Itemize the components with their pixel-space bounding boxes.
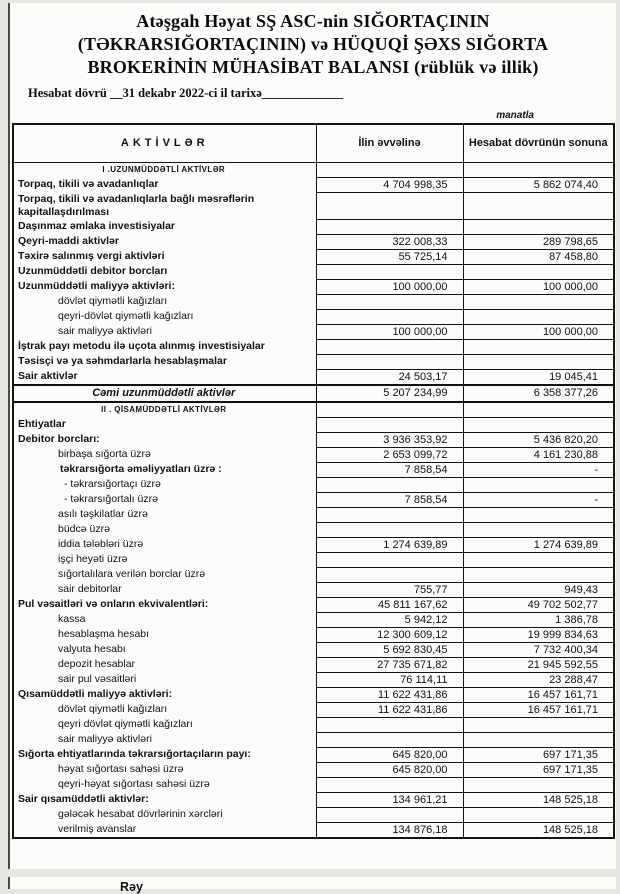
row-label: Pul vəsaitləri və onların ekvivalentləri: bbox=[13, 597, 316, 612]
table-row bbox=[13, 417, 614, 432]
row-label: verilmiş avanslar bbox=[13, 822, 316, 838]
row-value-beginning-of-year: 5 692 830,45 bbox=[316, 642, 463, 657]
row-value-end-of-period: 100 000,00 bbox=[463, 279, 614, 294]
table-row bbox=[13, 462, 614, 477]
header-row bbox=[13, 124, 614, 162]
row-value-beginning-of-year: 100 000,00 bbox=[316, 279, 463, 294]
document-title-line-2: (TƏKRARSIĞORTAÇININ) və HÜQUQİ ŞƏXS SIĞORTA bbox=[77, 34, 549, 54]
row-value-beginning-of-year bbox=[316, 192, 463, 219]
row-value-end-of-period: 289 798,65 bbox=[463, 234, 614, 249]
row-label: Sair qısamüddətli aktivlər: bbox=[13, 792, 316, 807]
row-value-beginning-of-year bbox=[316, 294, 463, 309]
row-value-end-of-period: 21 945 592,55 bbox=[463, 657, 614, 672]
row-value-beginning-of-year: 645 820,00 bbox=[316, 762, 463, 777]
row-value-end-of-period: 148 525,18 bbox=[463, 792, 614, 807]
row-value-end-of-period: 7 732 400,34 bbox=[463, 642, 614, 657]
row-value-end-of-period bbox=[463, 807, 614, 822]
footer-note: Rəy bbox=[120, 880, 143, 894]
table-row bbox=[13, 162, 614, 177]
row-value-beginning-of-year: 4 704 998,35 bbox=[316, 177, 463, 192]
row-value-beginning-of-year: 11 622 431,86 bbox=[316, 702, 463, 717]
currency-note: manatla bbox=[496, 110, 534, 121]
table-row bbox=[13, 567, 614, 582]
table-row bbox=[13, 627, 614, 642]
row-value-end-of-period: 5 862 074,40 bbox=[463, 177, 614, 192]
row-label: I .UZUNMÜDDƏTLİ AKTİVLƏR bbox=[13, 162, 316, 177]
row-value-beginning-of-year bbox=[316, 777, 463, 792]
row-value-beginning-of-year: 24 503,17 bbox=[316, 369, 463, 385]
row-label: Təsisçi və ya səhmdarlarla hesablaşmalar bbox=[13, 354, 316, 369]
row-value-beginning-of-year: 2 653 099,72 bbox=[316, 447, 463, 462]
row-label: - təkrarsığortaçı üzrə bbox=[13, 477, 316, 492]
row-label: işçi heyəti üzrə bbox=[13, 552, 316, 567]
table-row bbox=[13, 339, 614, 354]
row-value-end-of-period: - bbox=[463, 462, 614, 477]
column-header-assets: AKTİVLƏR bbox=[13, 124, 316, 162]
table-row bbox=[13, 642, 614, 657]
row-label: dövlət qiymətli kağızları bbox=[13, 294, 316, 309]
row-value-end-of-period: 19 999 834,63 bbox=[463, 627, 614, 642]
row-value-beginning-of-year bbox=[316, 552, 463, 567]
row-label: qeyri-həyat sığortası sahəsi üzrə bbox=[13, 777, 316, 792]
row-label: valyuta hesabı bbox=[13, 642, 316, 657]
table-row bbox=[13, 507, 614, 522]
row-value-beginning-of-year bbox=[316, 162, 463, 177]
table-row bbox=[13, 294, 614, 309]
row-value-beginning-of-year: 27 735 671,82 bbox=[316, 657, 463, 672]
row-value-beginning-of-year bbox=[316, 417, 463, 432]
row-value-beginning-of-year: 45 811 167,62 bbox=[316, 597, 463, 612]
table-row bbox=[13, 612, 614, 627]
row-label: dövlət qiymətli kağızları bbox=[13, 702, 316, 717]
row-value-end-of-period bbox=[463, 552, 614, 567]
row-value-beginning-of-year bbox=[316, 507, 463, 522]
table-row bbox=[13, 597, 614, 612]
table-row bbox=[13, 687, 614, 702]
table-row bbox=[13, 762, 614, 777]
table-row bbox=[13, 552, 614, 567]
row-label: Qısamüddətli maliyyə aktivləri: bbox=[13, 687, 316, 702]
next-page-edge bbox=[8, 877, 616, 894]
row-value-beginning-of-year bbox=[316, 264, 463, 279]
row-value-end-of-period: 1 274 639,89 bbox=[463, 537, 614, 552]
row-value-beginning-of-year bbox=[316, 309, 463, 324]
row-value-end-of-period bbox=[463, 192, 614, 219]
row-value-end-of-period: 5 436 820,20 bbox=[463, 432, 614, 447]
row-value-end-of-period bbox=[463, 339, 614, 354]
table-row bbox=[13, 492, 614, 507]
row-label: sair maliyyə aktivləri bbox=[13, 324, 316, 339]
row-label: Sair aktivlər bbox=[13, 369, 316, 385]
table-row bbox=[13, 309, 614, 324]
column-header-end-of-period: Hesabat dövrünün sonuna bbox=[463, 124, 614, 162]
row-label: II . QİSAMÜDDƏTLİ AKTİVLƏR bbox=[13, 402, 316, 418]
table-row bbox=[13, 582, 614, 597]
row-value-end-of-period bbox=[463, 567, 614, 582]
row-label: həyat sığortası sahəsi üzrə bbox=[13, 762, 316, 777]
row-label: gələcək hesabat dövrlərinin xərcləri bbox=[13, 807, 316, 822]
row-label: Torpaq, tikili və avadanlıqlarla bağlı məsrəflərin kapitallaşdırılması bbox=[13, 192, 316, 219]
row-label: hesablaşma hesabı bbox=[13, 627, 316, 642]
row-value-beginning-of-year bbox=[316, 807, 463, 822]
row-value-beginning-of-year bbox=[316, 339, 463, 354]
row-value-beginning-of-year bbox=[316, 477, 463, 492]
row-value-beginning-of-year: 100 000,00 bbox=[316, 324, 463, 339]
table-row bbox=[13, 522, 614, 537]
row-value-beginning-of-year bbox=[316, 219, 463, 234]
row-value-end-of-period: 100 000,00 bbox=[463, 324, 614, 339]
row-value-end-of-period: 148 525,18 bbox=[463, 822, 614, 838]
table-row bbox=[13, 177, 614, 192]
row-value-beginning-of-year: 55 725,14 bbox=[316, 249, 463, 264]
row-label: Ehtiyatlar bbox=[13, 417, 316, 432]
table-row bbox=[13, 234, 614, 249]
row-value-beginning-of-year: 755,77 bbox=[316, 582, 463, 597]
row-label: Cəmi uzunmüddətli aktivlər bbox=[13, 385, 316, 402]
table-row bbox=[13, 402, 614, 418]
row-value-beginning-of-year bbox=[316, 522, 463, 537]
row-value-end-of-period: 23 288,47 bbox=[463, 672, 614, 687]
row-value-end-of-period: 16 457 161,71 bbox=[463, 702, 614, 717]
table-row bbox=[13, 807, 614, 822]
row-label: Uzunmüddətli maliyyə aktivləri: bbox=[13, 279, 316, 294]
table-row bbox=[13, 264, 614, 279]
row-value-end-of-period bbox=[463, 264, 614, 279]
row-label: təkrarsığorta əməliyyatları üzrə : bbox=[13, 462, 316, 477]
row-label: asılı təşkilatlar üzrə bbox=[13, 507, 316, 522]
row-value-beginning-of-year bbox=[316, 402, 463, 418]
row-value-end-of-period bbox=[463, 522, 614, 537]
balance-table-header bbox=[13, 124, 614, 162]
row-value-beginning-of-year: 322 008,33 bbox=[316, 234, 463, 249]
row-value-end-of-period bbox=[463, 777, 614, 792]
row-value-end-of-period: 697 171,35 bbox=[463, 747, 614, 762]
row-value-end-of-period: 16 457 161,71 bbox=[463, 687, 614, 702]
row-label: Uzunmüddətli debitor borcları bbox=[13, 264, 316, 279]
table-row bbox=[13, 279, 614, 294]
row-value-end-of-period bbox=[463, 309, 614, 324]
table-row bbox=[13, 717, 614, 732]
balance-table-body bbox=[13, 162, 614, 838]
table-row bbox=[13, 219, 614, 234]
row-label: iddia tələbləri üzrə bbox=[13, 537, 316, 552]
row-label: sair pul vəsaitləri bbox=[13, 672, 316, 687]
row-label: sair maliyyə aktivləri bbox=[13, 732, 316, 747]
row-value-end-of-period: 949,43 bbox=[463, 582, 614, 597]
row-value-end-of-period bbox=[463, 294, 614, 309]
table-row bbox=[13, 385, 614, 402]
row-label: Torpaq, tikili və avadanlıqlar bbox=[13, 177, 316, 192]
row-label: Debitor borcları: bbox=[13, 432, 316, 447]
document-title-line-3: BROKERİNİN MÜHASİBAT BALANSI (rüblük və illik) bbox=[87, 57, 539, 77]
row-label: depozit hesablar bbox=[13, 657, 316, 672]
row-value-end-of-period bbox=[463, 417, 614, 432]
row-value-end-of-period: 19 045,41 bbox=[463, 369, 614, 385]
row-value-end-of-period bbox=[463, 477, 614, 492]
row-label: Təxirə salınmış vergi aktivləri bbox=[13, 249, 316, 264]
table-row bbox=[13, 537, 614, 552]
row-label: qeyri dövlət qiymətli kağızları bbox=[13, 717, 316, 732]
table-row bbox=[13, 432, 614, 447]
row-value-end-of-period bbox=[463, 717, 614, 732]
row-value-end-of-period: 697 171,35 bbox=[463, 762, 614, 777]
balance-sheet-table bbox=[12, 123, 615, 839]
row-label: İştrak payı metodu ilə uçota alınmış investisiyalar bbox=[13, 339, 316, 354]
table-row bbox=[13, 822, 614, 838]
row-value-beginning-of-year bbox=[316, 567, 463, 582]
row-label: sair debitorlar bbox=[13, 582, 316, 597]
table-row bbox=[13, 747, 614, 762]
row-value-beginning-of-year: 134 961,21 bbox=[316, 792, 463, 807]
row-value-beginning-of-year bbox=[316, 732, 463, 747]
row-label: büdcə üzrə bbox=[13, 522, 316, 537]
row-value-beginning-of-year: 645 820,00 bbox=[316, 747, 463, 762]
row-value-end-of-period bbox=[463, 402, 614, 418]
table-row bbox=[13, 249, 614, 264]
row-value-beginning-of-year: 7 858,54 bbox=[316, 492, 463, 507]
row-label: kassa bbox=[13, 612, 316, 627]
row-value-beginning-of-year: 134 876,18 bbox=[316, 822, 463, 838]
row-value-end-of-period bbox=[463, 219, 614, 234]
row-value-end-of-period bbox=[463, 732, 614, 747]
row-label: qeyri-dövlət qiymətli kağızları bbox=[13, 309, 316, 324]
table-row bbox=[13, 777, 614, 792]
row-value-beginning-of-year bbox=[316, 354, 463, 369]
row-value-end-of-period bbox=[463, 354, 614, 369]
row-label: Qeyri-maddi aktivlər bbox=[13, 234, 316, 249]
row-value-end-of-period: 49 702 502,77 bbox=[463, 597, 614, 612]
document-title-line-1: Atəşgah Həyat SŞ ASC-nin SIĞORTAÇININ bbox=[136, 11, 490, 31]
table-row bbox=[13, 702, 614, 717]
row-value-end-of-period: 4 161 230,88 bbox=[463, 447, 614, 462]
row-label: Sığorta ehtiyatlarında təkrarsığortaçıların payı: bbox=[13, 747, 316, 762]
row-label: birbaşa sığorta üzrə bbox=[13, 447, 316, 462]
row-label: sığortalılara verilən borclar üzrə bbox=[13, 567, 316, 582]
row-value-beginning-of-year: 12 300 609,12 bbox=[316, 627, 463, 642]
table-row bbox=[13, 192, 614, 219]
row-value-beginning-of-year: 5 207 234,99 bbox=[316, 385, 463, 402]
table-row bbox=[13, 792, 614, 807]
row-value-end-of-period: 1 386,78 bbox=[463, 612, 614, 627]
table-row bbox=[13, 369, 614, 385]
row-value-beginning-of-year: 3 936 353,92 bbox=[316, 432, 463, 447]
document-title bbox=[10, 10, 616, 79]
report-period-line: Hesabat dövrü __31 dekabr 2022-ci il tarixə_____________ bbox=[28, 86, 344, 100]
column-header-beginning-of-year: İlin əvvəlinə bbox=[316, 124, 463, 162]
row-label: Daşınmaz əmlaka investisiyalar bbox=[13, 219, 316, 234]
table-row bbox=[13, 354, 614, 369]
row-value-beginning-of-year: 11 622 431,86 bbox=[316, 687, 463, 702]
table-row bbox=[13, 657, 614, 672]
row-value-beginning-of-year: 76 114,11 bbox=[316, 672, 463, 687]
row-value-end-of-period bbox=[463, 507, 614, 522]
table-row bbox=[13, 324, 614, 339]
table-row bbox=[13, 732, 614, 747]
row-value-beginning-of-year bbox=[316, 717, 463, 732]
table-row bbox=[13, 477, 614, 492]
table-row bbox=[13, 672, 614, 687]
row-value-end-of-period: - bbox=[463, 492, 614, 507]
row-value-end-of-period: 6 358 377,26 bbox=[463, 385, 614, 402]
row-value-beginning-of-year: 7 858,54 bbox=[316, 462, 463, 477]
document-page bbox=[8, 3, 616, 869]
row-label: - təkrarsığortalı üzrə bbox=[13, 492, 316, 507]
row-value-end-of-period bbox=[463, 162, 614, 177]
row-value-end-of-period: 87 458,80 bbox=[463, 249, 614, 264]
table-row bbox=[13, 447, 614, 462]
row-value-beginning-of-year: 1 274 639,89 bbox=[316, 537, 463, 552]
row-value-beginning-of-year: 5 942,12 bbox=[316, 612, 463, 627]
